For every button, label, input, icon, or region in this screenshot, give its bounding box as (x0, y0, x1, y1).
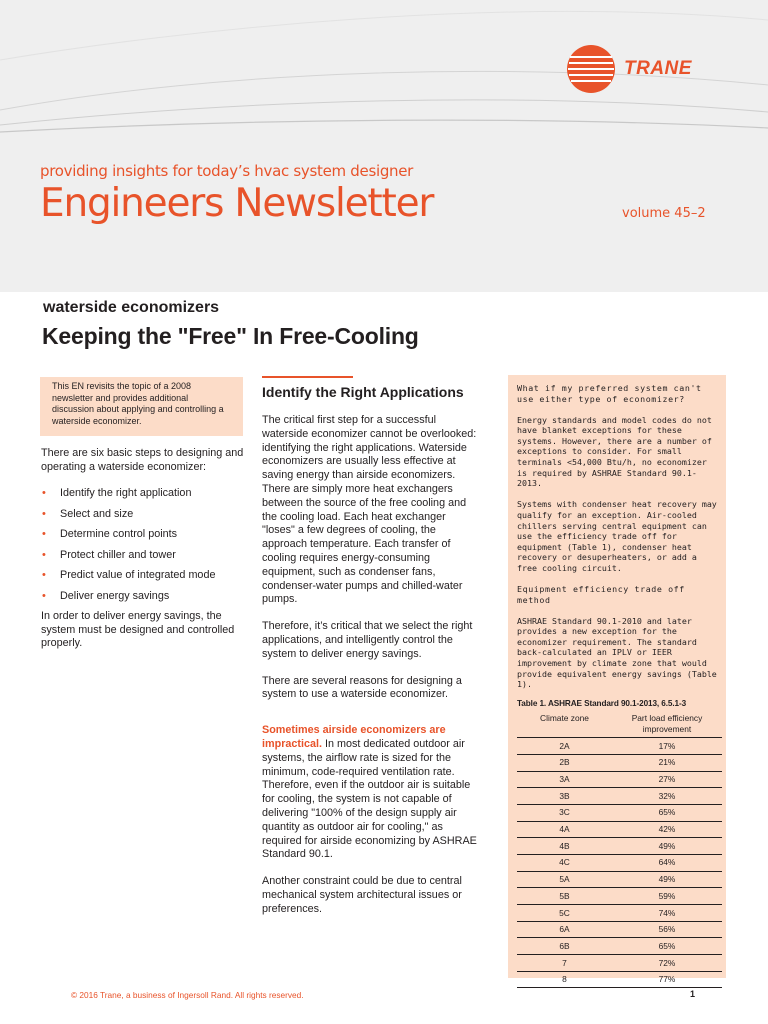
footer-copyright: © 2016 Trane, a business of Ingersoll Rand. All rights reserved. (71, 990, 304, 1000)
zone-cell: 5B (517, 888, 612, 905)
steps-outro: In order to deliver energy savings, the system must be designed and controlled properly. (41, 610, 235, 650)
column-header: Climate zone (517, 713, 612, 738)
table-row (517, 888, 722, 905)
table-row (517, 938, 722, 955)
improvement-cell: 59% (612, 888, 722, 905)
table-title: Table 1. ASHRAE Standard 90.1-2013, 6.5.1-3 (517, 699, 687, 709)
table-row (517, 921, 722, 938)
zone-cell: 7 (517, 955, 612, 972)
improvement-cell: 74% (612, 905, 722, 922)
newsletter-tagline: providing insights for today’s hvac system designer (40, 162, 414, 180)
paragraph: Therefore, it’s critical that we select the right applications, and intelligently control the system to deliver energy savings. (262, 620, 473, 660)
steps-list (41, 487, 246, 603)
table-row (517, 771, 722, 788)
bullet-icon: • (42, 548, 46, 561)
steps-intro: There are six basic steps to designing and operating a waterside economizer: (41, 447, 244, 473)
table-row (517, 788, 722, 805)
sidebar-paragraph: Systems with condenser heat recovery may qualify for an exception. Air-cooled chillers serving central equipment can use the efficiency trade off for equipment (Table 1), condenser heat recovery or desuperheaters, or add a free cooling circuit. (517, 499, 717, 573)
zone-cell: 6B (517, 938, 612, 955)
article-topic: waterside economizers (43, 299, 220, 316)
improvement-cell: 27% (612, 771, 722, 788)
table-row (517, 854, 722, 871)
section-title: Identify the Right Applications (262, 384, 464, 400)
main-article-column (262, 376, 478, 930)
list-item (41, 487, 246, 501)
improvement-cell: 56% (612, 921, 722, 938)
intro-callout: This EN revisits the topic of a 2008 newsletter and provides additional discussion about applying and controlling a waterside economizer. (40, 377, 243, 436)
zone-cell: 3C (517, 804, 612, 821)
paragraph: There are several reasons for designing a system to use a waterside economizer. (262, 674, 462, 701)
step-label: Deliver energy savings (60, 589, 170, 602)
sidebar-question: What if my preferred system can't use either type of economizer? (517, 383, 702, 404)
volume-number: volume 45–2 (622, 206, 706, 221)
table-row (517, 804, 722, 821)
list-item (41, 569, 246, 583)
table-row (517, 871, 722, 888)
zone-cell: 3A (517, 771, 612, 788)
column-header: Part load efficiency improvement (612, 713, 722, 738)
table-row (517, 955, 722, 972)
bullet-icon: • (42, 569, 46, 582)
page-number: 1 (690, 989, 696, 999)
sidebar-paragraph: Energy standards and model codes do not have blanket exceptions for these systems. However, there are a number of exceptions to consider. For small terminals <54,000 Btu/h, no economizer is required by ASHRAE Standard 90.1-2013. (517, 414, 712, 489)
zone-cell: 2A (517, 738, 612, 755)
article-headline: Keeping the "Free" In Free-Cooling (42, 323, 419, 349)
table-row (517, 738, 722, 755)
table-row (517, 821, 722, 838)
improvement-cell: 21% (612, 754, 722, 771)
bullet-icon: • (42, 528, 46, 541)
table-row (517, 838, 722, 855)
step-label: Predict value of integrated mode (60, 569, 216, 582)
improvement-cell: 32% (612, 788, 722, 805)
zone-cell: 6A (517, 921, 612, 938)
sidebar-subhead: Equipment efficiency trade off method (517, 584, 685, 605)
paragraph: The critical first step for a successful waterside economizer cannot be overlooked: identifying the right applications. Waterside economizers are usually less effective at saving energy than airside economizers. There are simply more heat exchangers between the source of the free cooling and the cooling load. Each heat exchanger "loses" a few degrees of cooling, the approach temperature. Each transfer of cooling requires energy-consuming equipment, such as condenser fans, condenser-water pumps and chilled-water pumps. (262, 414, 477, 606)
improvement-cell: 17% (612, 738, 722, 755)
paragraph-lead-in: Sometimes airside economizers are impractical. (262, 724, 446, 750)
sidebar-paragraph: ASHRAE Standard 90.1-2010 and later provides a new exception for the economizer requirement. The standard back-calculated an IPLV or IEER improvement by climate zone that would provide equivalent energy savings (Table 1). (517, 615, 717, 690)
zone-cell: 5A (517, 871, 612, 888)
paragraph (262, 724, 478, 862)
list-item (41, 549, 246, 563)
steps-column (41, 447, 246, 651)
zone-cell: 4C (517, 854, 612, 871)
sidebar-callout (508, 375, 726, 985)
improvement-cell: 64% (612, 854, 722, 871)
table-row (517, 971, 722, 988)
paragraph: Another constraint could be due to central mechanical system architectural issues or preferences. (262, 875, 462, 915)
zone-cell: 5C (517, 905, 612, 922)
bullet-icon: • (42, 507, 46, 520)
table-row (517, 905, 722, 922)
list-item (41, 508, 246, 522)
improvement-cell: 77% (612, 971, 722, 988)
trane-wordmark: TRANE (624, 58, 692, 79)
trane-logo-icon (566, 44, 616, 94)
header-band (0, 0, 768, 292)
list-item (41, 528, 246, 542)
trane-logo (566, 44, 692, 94)
step-label: Select and size (60, 507, 134, 520)
zone-cell: 4B (517, 838, 612, 855)
step-label: Protect chiller and tower (60, 548, 176, 561)
list-item (41, 590, 246, 604)
paragraph-body: In most dedicated outdoor air systems, the airflow rate is sized for the minimum, code-required ventilation rate. Therefore, even if the outdoor air is suitable for cooling, the system is not capable of delivering "100% of the design supply air quantity as outdoor air for cooling," as required for airside economizing by ASHRAE Standard 90.1. (262, 737, 477, 861)
step-label: Identify the right application (60, 487, 192, 500)
zone-cell: 2B (517, 754, 612, 771)
step-label: Determine control points (60, 528, 178, 541)
improvement-cell: 49% (612, 838, 722, 855)
section-divider (262, 376, 353, 378)
improvement-cell: 72% (612, 955, 722, 972)
improvement-cell: 49% (612, 871, 722, 888)
zone-cell: 8 (517, 971, 612, 988)
efficiency-table (517, 713, 722, 989)
zone-cell: 3B (517, 788, 612, 805)
improvement-cell: 42% (612, 821, 722, 838)
table-header-row (517, 713, 722, 738)
table-row (517, 754, 722, 771)
improvement-cell: 65% (612, 804, 722, 821)
zone-cell: 4A (517, 821, 612, 838)
improvement-cell: 65% (612, 938, 722, 955)
bullet-icon: • (42, 589, 46, 602)
newsletter-masthead: Engineers Newsletter (40, 181, 434, 226)
bullet-icon: • (42, 487, 46, 500)
